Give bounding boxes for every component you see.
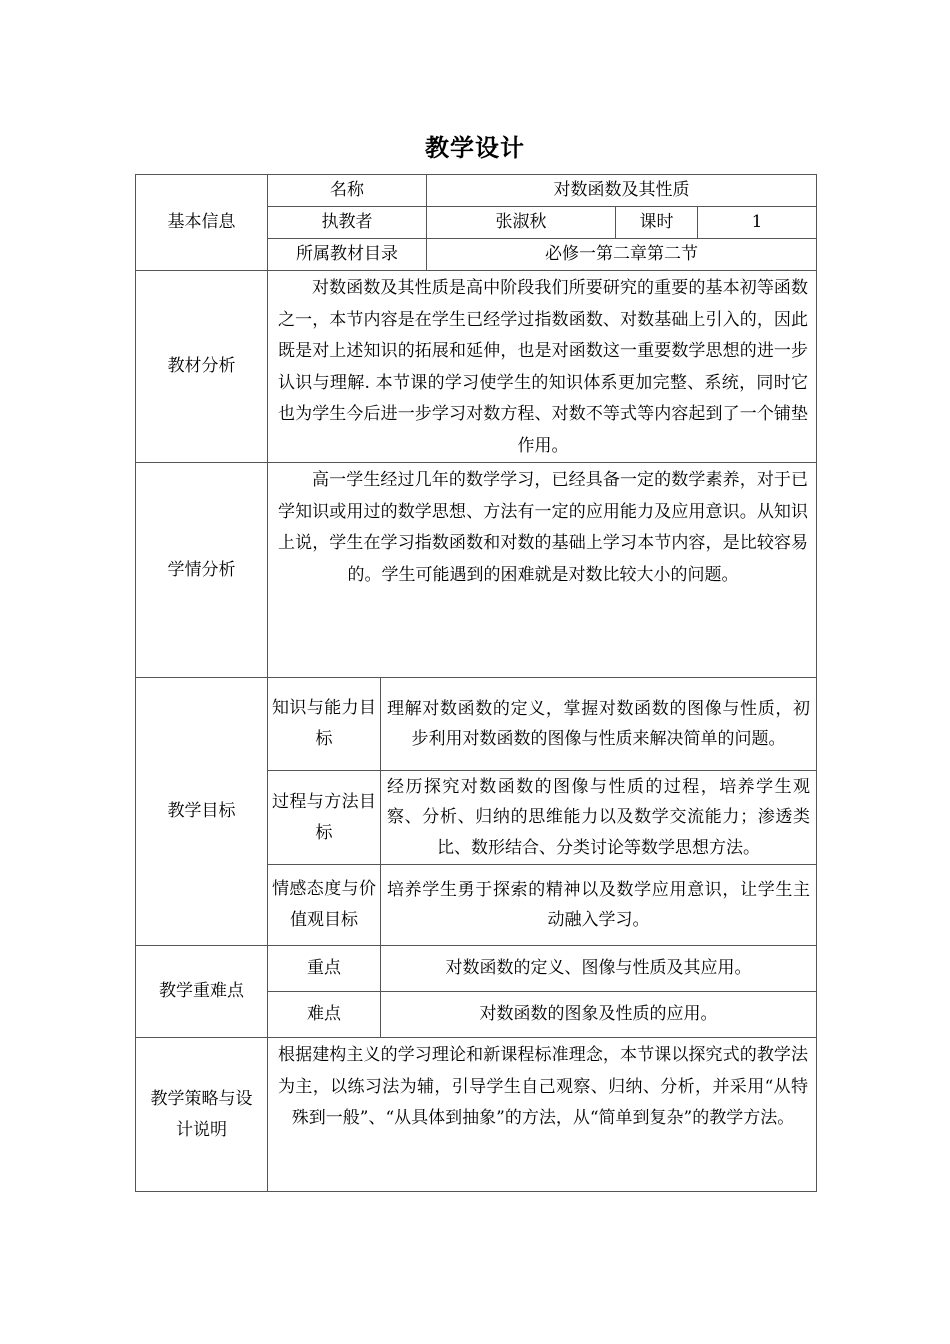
knowledge-goal-label: 知识与能力目标 [268, 678, 381, 771]
process-goal-text: 经历探究对数函数的图像与性质的过程，培养学生观察、分析、归纳的思维能力以及数学交流能力；渗透类比、数形结合、分类讨论等数学思想方法。 [387, 776, 811, 858]
process-goal-cell [381, 771, 817, 865]
strategy-cell [268, 1038, 817, 1192]
textbook-analysis-text: 对数函数及其性质是高中阶段我们所要研究的重要的基本初等函数之一，本节内容是在学生已经学过指数函数、对数基础上引入的，因此既是对上述知识的拓展和延伸，也是对函数这一重要数学思想的进一步认识与理解. 本节课的学习使学生的知识体系更加完整、系统，同时它也为学生今后进一步学习对数方程、对数不等式等内容起到了一个铺垫作用。 [278, 278, 809, 456]
difficulty-label: 难点 [268, 992, 381, 1038]
process-goal-label: 过程与方法目标 [268, 771, 381, 865]
catalog-label: 所属教材目录 [268, 239, 427, 271]
name-value: 对数函数及其性质 [427, 175, 817, 207]
teacher-label: 执教者 [268, 207, 427, 239]
knowledge-goal-cell [381, 678, 817, 771]
focus-text: 对数函数的定义、图像与性质及其应用。 [381, 946, 817, 992]
key-points-header: 教学重难点 [136, 946, 268, 1038]
textbook-analysis-cell [268, 271, 817, 463]
teacher-value: 张淑秋 [427, 207, 616, 239]
student-analysis-header: 学情分析 [136, 463, 268, 678]
emotion-goal-text: 培养学生勇于探索的精神以及数学应用意识，让学生主动融入学习。 [387, 879, 811, 930]
student-analysis-cell [268, 463, 817, 678]
emotion-goal-label: 情感态度与价值观目标 [268, 865, 381, 946]
period-label: 课时 [616, 207, 698, 239]
strategy-text: 根据建构主义的学习理论和新课程标准理念，本节课以探究式的教学法为主，以练习法为辅，引导学生自己观察、归纳、分析，并采用“从特殊到一般”、“从具体到抽象”的方法，从“简单到复杂”的教学方法。 [278, 1045, 809, 1128]
lesson-plan-table [135, 174, 817, 1192]
textbook-analysis-header: 教材分析 [136, 271, 268, 463]
focus-label: 重点 [268, 946, 381, 992]
basic-info-header: 基本信息 [136, 175, 268, 271]
knowledge-goal-text: 理解对数函数的定义，掌握对数函数的图像与性质，初步利用对数函数的图像与性质来解决简单的问题。 [387, 698, 811, 749]
emotion-goal-cell [381, 865, 817, 946]
difficulty-text: 对数函数的图象及性质的应用。 [381, 992, 817, 1038]
teaching-goals-header: 教学目标 [136, 678, 268, 946]
catalog-value: 必修一第二章第二节 [427, 239, 817, 271]
student-analysis-text: 高一学生经过几年的数学学习，已经具备一定的数学素养，对于已学知识或用过的数学思想、方法有一定的应用能力及应用意识。从知识上说，学生在学习指数函数和对数的基础上学习本节内容，是比较容易的。学生可能遇到的困难就是对数比较大小的问题。 [278, 470, 809, 585]
period-value: 1 [698, 207, 817, 239]
document-title: 教学设计 [425, 134, 525, 162]
strategy-header: 教学策略与设计说明 [136, 1038, 268, 1192]
name-label: 名称 [268, 175, 427, 207]
